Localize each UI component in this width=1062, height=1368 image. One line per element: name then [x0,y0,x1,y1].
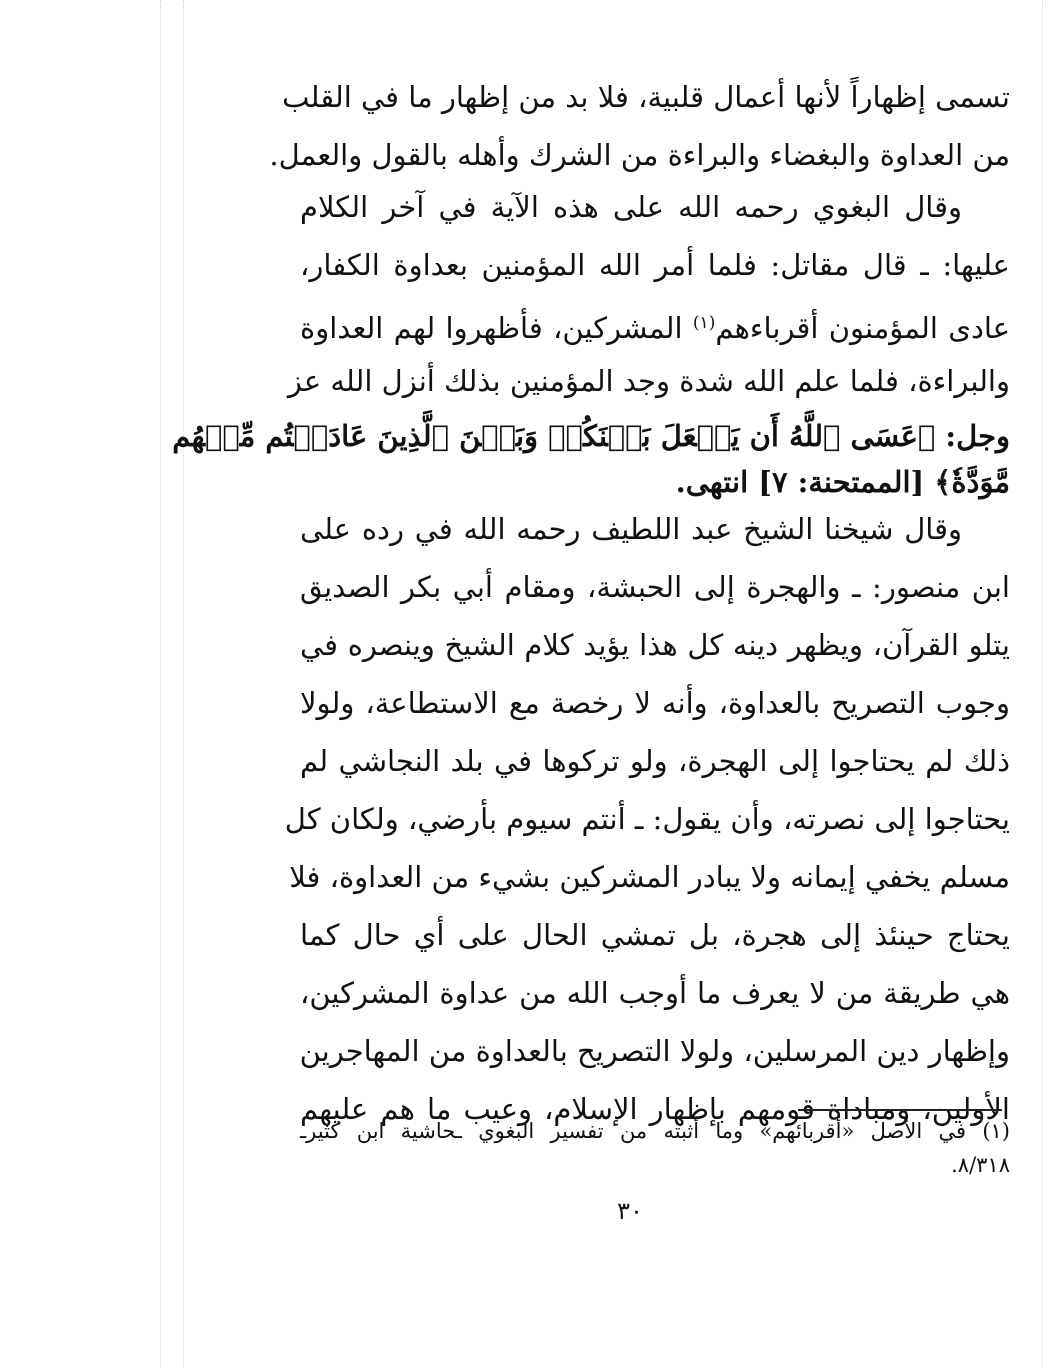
quran-verse-line: مَّوَدَّةٗ﴾ [الممتحنة: ٧] انتهى. [675,465,1010,499]
text-line: ابن منصور: ـ والهجرة إلى الحبشة، ومقام أبي بكر الصديق [300,570,1010,604]
quran-verse-line: وجل: ﴿عَسَى ٱللَّهُ أَن يَجۡعَلَ بَيۡنَكُمۡ وَبَيۡنَ ٱلَّذِينَ عَادَيۡتُم مِّنۡهُم [172,419,1010,453]
footnote [300,1114,1010,1182]
text-line: ذلك لم يحتاجوا إلى الهجرة، ولو تركوها في بلد النجاشي لم [300,744,1010,778]
scan-artifact-line [1042,0,1043,1368]
text-line: عليها: ـ قال مقاتل: فلما أمر الله المؤمنين بعداوة الكفار، [300,248,1010,282]
footnote-divider [798,1109,1002,1111]
text-line: مسلم يخفي إيمانه ولا يبادر المشركين بشيء من العداوة، فلا [289,860,1010,894]
text-line: تسمى إظهاراً لأنها أعمال قلبية، فلا بد من إظهار ما في القلب [282,80,1010,114]
footnote-line: ٨/٣١٨. [951,1153,1010,1177]
scan-artifact-line [160,0,161,1368]
text-line: وجوب التصريح بالعداوة، وأنه لا رخصة مع الاستطاعة، ولولا [300,686,1010,720]
paragraph-2 [172,178,1010,502]
text-line: هي طريقة من لا يعرف ما أوجب الله من عداوة المشركين، [300,976,1010,1010]
paragraph-3 [284,500,1010,1138]
text-line: وقال شيخنا الشيخ عبد اللطيف رحمه الله في رده على [300,512,962,546]
paragraph-1 [269,68,1010,184]
text-line: الأولين، ومباداة قومهم بإظهار الإسلام، وعيب ما هم عليهم [300,1092,1010,1126]
text-line: وإظهار دين المرسلين، ولولا التصريح بالعداوة من المهاجرين [299,1034,1010,1068]
text-line: وقال البغوي رحمه الله على هذه الآية في آخر الكلام [300,190,962,224]
text-line: من العداوة والبغضاء والبراءة من الشرك وأهله بالقول والعمل. [269,138,1010,172]
footnote-line: (١) في الأصل «أقربائهم» وما أثبته من تفسير البغوي ـحاشية ابن كثيرـ [300,1119,1010,1143]
text-line: يحتاج حينئذ إلى هجرة، بل تمشي الحال على أي حال كما [300,918,1010,952]
text-segment: المشركين، فأظهروا لهم العداوة [300,311,683,345]
text-segment: عادى المؤمنون أقرباءهم [715,311,1010,345]
text-line: يتلو القرآن، ويظهر دينه كل هذا يؤيد كلام الشيخ وينصره في [300,628,1010,662]
text-line: والبراءة، فلما علم الله شدة وجد المؤمنين بذلك أنزل الله عز [287,364,1010,398]
footnote-reference[interactable]: (١) [692,313,716,333]
page-number: ٣٠ [617,1197,643,1225]
text-line-with-footnote [300,294,1010,352]
scan-artifact-line [183,0,184,1368]
text-line: يحتاجوا إلى نصرته، وأن يقول: ـ أنتم سيوم بأرضي، ولكان كل [284,802,1010,836]
